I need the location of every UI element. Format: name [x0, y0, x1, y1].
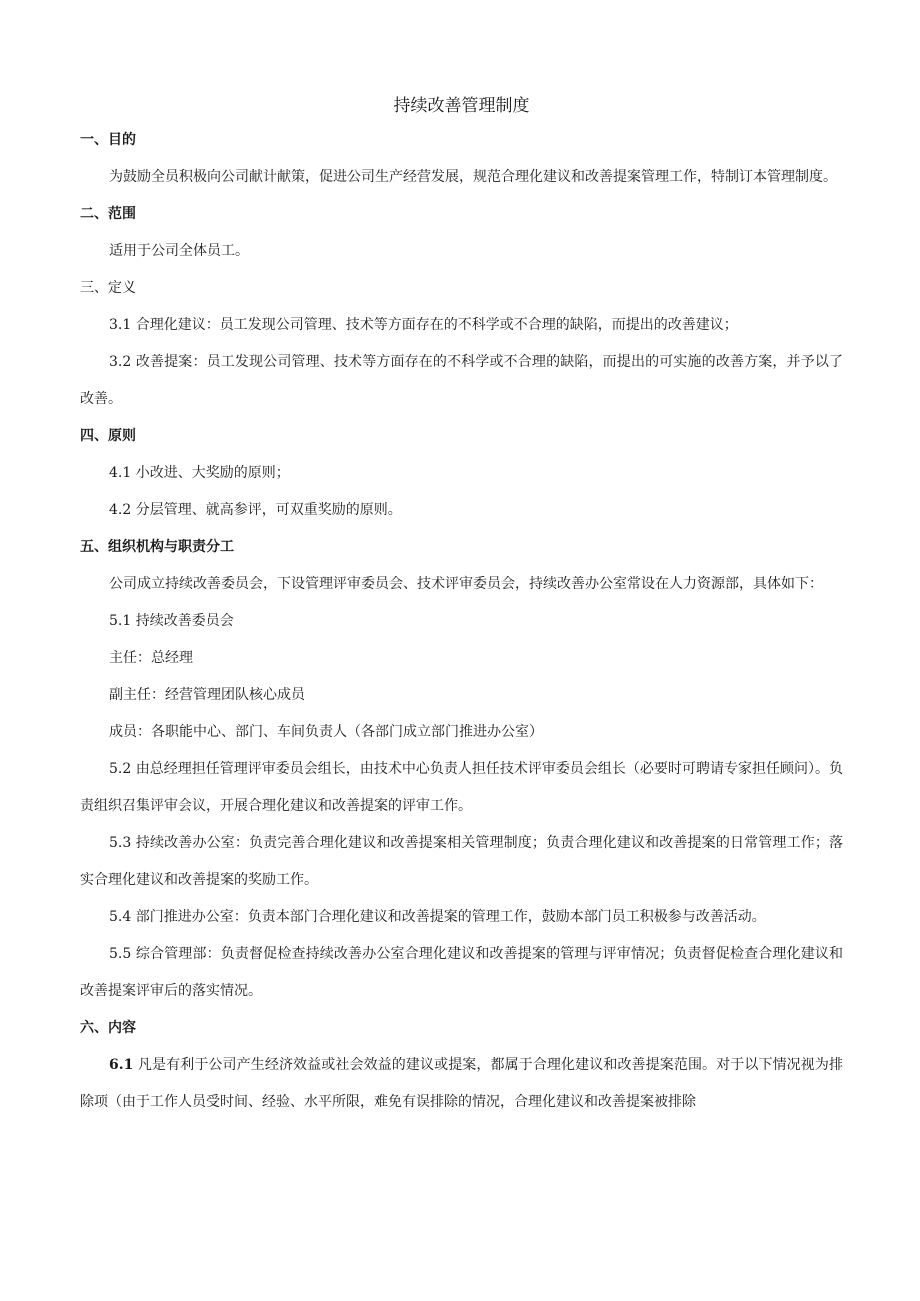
paragraph-5-2: 5.2 由总经理担任管理评审委员会组长，由技术中心负责人担任技术评审委员会组长（必要时可聘请专家担任顾问）。负责组织召集评审会议，开展合理化建议和改善提案的评审工作。: [80, 761, 843, 814]
section-heading-definitions: 三、定义: [80, 280, 136, 296]
section-heading-purpose: 一、目的: [80, 132, 136, 148]
section-heading-scope: 二、范围: [80, 206, 136, 222]
paragraph-6-1-text: 凡是有利于公司产生经济效益或社会效益的建议或提案，都属于合理化建议和改善提案范围。对于以下情况视为排除项（由于工作人员受时间、经验、水平所限，难免有误排除的情况，合理化建议和改善提案被排除: [80, 1057, 843, 1110]
paragraph-committee-5-1: 5.1 持续改善委员会: [109, 613, 234, 629]
paragraph-principle-4-2: 4.2 分层管理、就高参评，可双重奖励的原则。: [109, 502, 402, 518]
paragraph-definition-3-1: 3.1 合理化建议：员工发现公司管理、技术等方面存在的不科学或不合理的缺陷，而提出的改善建议；: [109, 317, 738, 333]
paragraph-6-1: [80, 1047, 843, 1121]
section-heading-content: 六、内容: [80, 1020, 136, 1036]
paragraph-purpose: 为鼓励全员积极向公司献计献策，促进公司生产经营发展，规范合理化建议和改善提案管理工作，特制订本管理制度。: [109, 169, 837, 185]
paragraph-5-4: 5.4 部门推进办公室：负责本部门合理化建议和改善提案的管理工作，鼓励本部门员工积极参与改善活动。: [109, 909, 766, 925]
section-heading-organization: 五、组织机构与职责分工: [80, 539, 234, 555]
paragraph-definition-3-2: 3.2 改善提案：员工发现公司管理、技术等方面存在的不科学或不合理的缺陷，而提出的可实施的改善方案，并予以了改善。: [80, 354, 843, 407]
paragraph-deputy-director: 副主任：经营管理团队核心成员: [109, 687, 305, 703]
section-heading-principles: 四、原则: [80, 428, 136, 444]
document-page: [80, 90, 843, 1121]
paragraph-director: 主任：总经理: [109, 650, 193, 666]
paragraph-5-3: 5.3 持续改善办公室：负责完善合理化建议和改善提案相关管理制度；负责合理化建议和改善提案的日常管理工作；落实合理化建议和改善提案的奖励工作。: [80, 835, 843, 888]
paragraph-6-1-number: 6.1: [109, 1057, 134, 1073]
paragraph-scope: 适用于公司全体员工。: [109, 243, 249, 259]
paragraph-principle-4-1: 4.1 小改进、大奖励的原则；: [109, 465, 290, 481]
document-title: 持续改善管理制度: [393, 96, 530, 116]
paragraph-5-5: 5.5 综合管理部：负责督促检查持续改善办公室合理化建议和改善提案的管理与评审情况；负责督促检查合理化建议和改善提案评审后的落实情况。: [80, 946, 843, 999]
paragraph-organization-intro: 公司成立持续改善委员会，下设管理评审委员会、技术评审委员会，持续改善办公室常设在人力资源部，具体如下：: [109, 576, 823, 592]
paragraph-members: 成员：各职能中心、部门、车间负责人（各部门成立部门推进办公室）: [109, 724, 543, 740]
